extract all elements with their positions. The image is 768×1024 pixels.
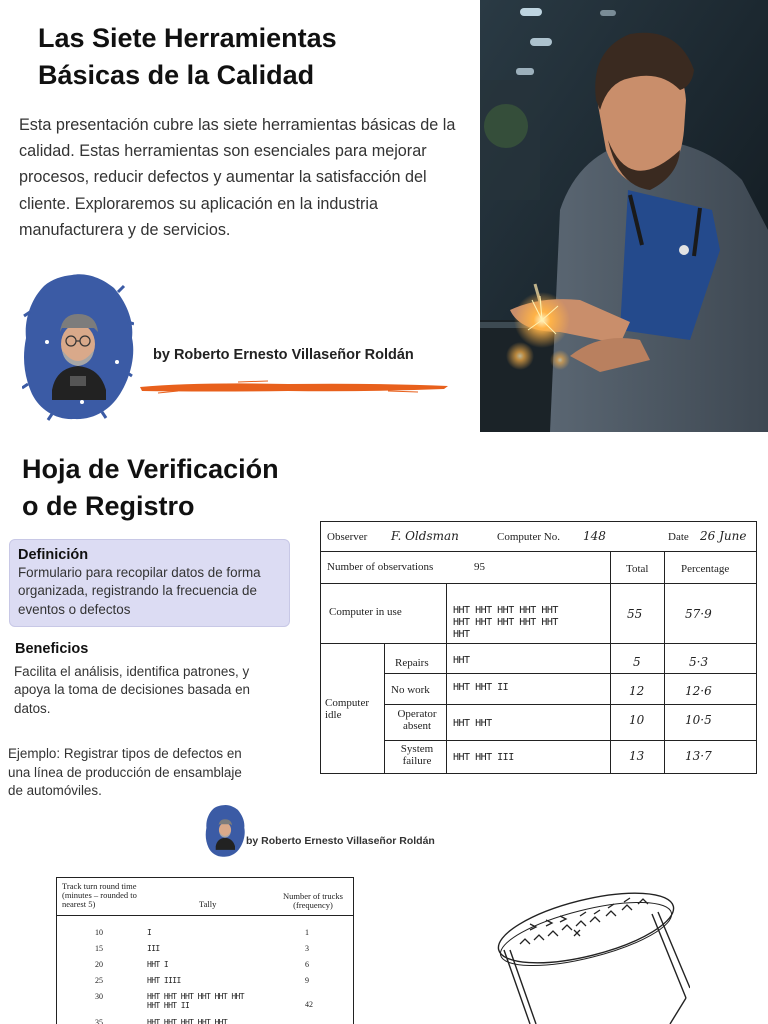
author-avatar: [22, 272, 134, 422]
in-use-total: 55: [627, 607, 643, 621]
brush-underline: [138, 378, 450, 394]
percentage-header: Percentage: [681, 563, 730, 575]
idle-row-percentage: 10·5: [685, 713, 712, 727]
date-label: Date: [668, 531, 689, 543]
col-tally-header: Tally: [199, 899, 217, 909]
slide-check-sheet: [0, 432, 768, 864]
table-row: 30 HHT HHT HHT HHT HHT HHT HHT HHT II 42: [95, 992, 313, 1010]
idle-row-label: Operator absent: [397, 708, 437, 732]
idle-row-label: No work: [391, 684, 430, 696]
slide-title: [0, 0, 768, 432]
table-row: 15 III 3: [95, 944, 309, 953]
frequency-table: [56, 877, 354, 1024]
check-sheet-title: [22, 451, 312, 525]
worker-photo: [480, 0, 768, 432]
title-line-2: o de Registro: [22, 491, 195, 521]
total-header: Total: [626, 563, 649, 575]
definition-card: [9, 539, 290, 627]
title-line-2: Básicas de la Calidad: [38, 60, 315, 90]
slide-title-heading: [38, 20, 458, 94]
table-row: 35 HHT HHT HHT HHT HHT: [95, 1018, 228, 1024]
date-value: 26 June: [700, 529, 747, 543]
author-byline-small: by Roberto Ernesto Villaseñor Roldán: [246, 835, 435, 847]
benefits-heading: Beneficios: [15, 641, 89, 657]
idle-row-percentage: 5·3: [689, 655, 709, 669]
computer-no-label: Computer No.: [497, 531, 560, 543]
idle-row-total: 5: [633, 655, 641, 669]
idle-row-tally: HHT HHT III: [453, 752, 514, 763]
idle-row-percentage: 13·7: [685, 749, 712, 763]
title-line-1: Hoja de Verificación: [22, 454, 279, 484]
observer-value: F. Oldsman: [391, 529, 459, 543]
title-line-1: Las Siete Herramientas: [38, 23, 337, 53]
author-avatar-small: [205, 804, 245, 858]
idle-row-tally: HHT: [453, 655, 470, 666]
table-row: 20 HHT I 6: [95, 960, 309, 969]
in-use-percentage: 57·9: [685, 607, 712, 621]
table-row: 10 I 1: [95, 928, 309, 937]
observations-label: Number of observations: [327, 561, 434, 573]
in-use-tally-1: HHT HHT HHT HHT HHT: [453, 605, 558, 616]
idle-row-label: Repairs: [395, 657, 429, 669]
idle-row-tally: HHT HHT II: [453, 682, 509, 693]
observations-value: 95: [474, 561, 485, 573]
observer-label: Observer: [327, 531, 368, 543]
definition-text: Formulario para recopilar datos de forma organizada, registrando la frecuencia de eventos o defectos: [18, 565, 261, 617]
idle-label: Computer idle: [325, 697, 369, 721]
definition-heading: Definición: [18, 547, 89, 563]
idle-row-percentage: 12·6: [685, 684, 712, 698]
computer-no-value: 148: [583, 529, 606, 543]
in-use-tally-2: HHT HHT HHT HHT HHT: [453, 617, 558, 628]
check-sheet-form: [320, 521, 757, 774]
slide-description: Esta presentación cubre las siete herramientas básicas de la calidad. Estas herramientas son esenciales para mejorar procesos, reducir defectos y aumentar la satisfacción del cliente. Exploraremos su aplicación en la industria manufacturera y de servicios.: [19, 116, 456, 239]
funnel-illustration: [490, 878, 690, 1024]
col-minutes-header: Track turn round time (minutes – rounded to nearest 5): [62, 881, 137, 909]
slide-frequency: [0, 864, 768, 1024]
in-use-label: Computer in use: [329, 606, 402, 618]
idle-row-label: System failure: [400, 743, 434, 767]
in-use-tally-3: HHT: [453, 629, 470, 640]
idle-row-total: 10: [629, 713, 645, 727]
col-frequency-header: Number of trucks (frequency): [283, 891, 343, 910]
example-text: Ejemplo: Registrar tipos de defectos en una línea de producción de ensamblaje de automóviles.: [8, 746, 242, 799]
benefits-text: Facilita el análisis, identifica patrones, y apoya la toma de decisiones basada en datos.: [14, 664, 250, 716]
idle-row-total: 13: [629, 749, 645, 763]
idle-row-tally: HHT HHT: [453, 718, 492, 729]
author-byline: by Roberto Ernesto Villaseñor Roldán: [153, 347, 414, 363]
table-row: 25 HHT IIII 9: [95, 976, 309, 985]
idle-row-total: 12: [629, 684, 645, 698]
